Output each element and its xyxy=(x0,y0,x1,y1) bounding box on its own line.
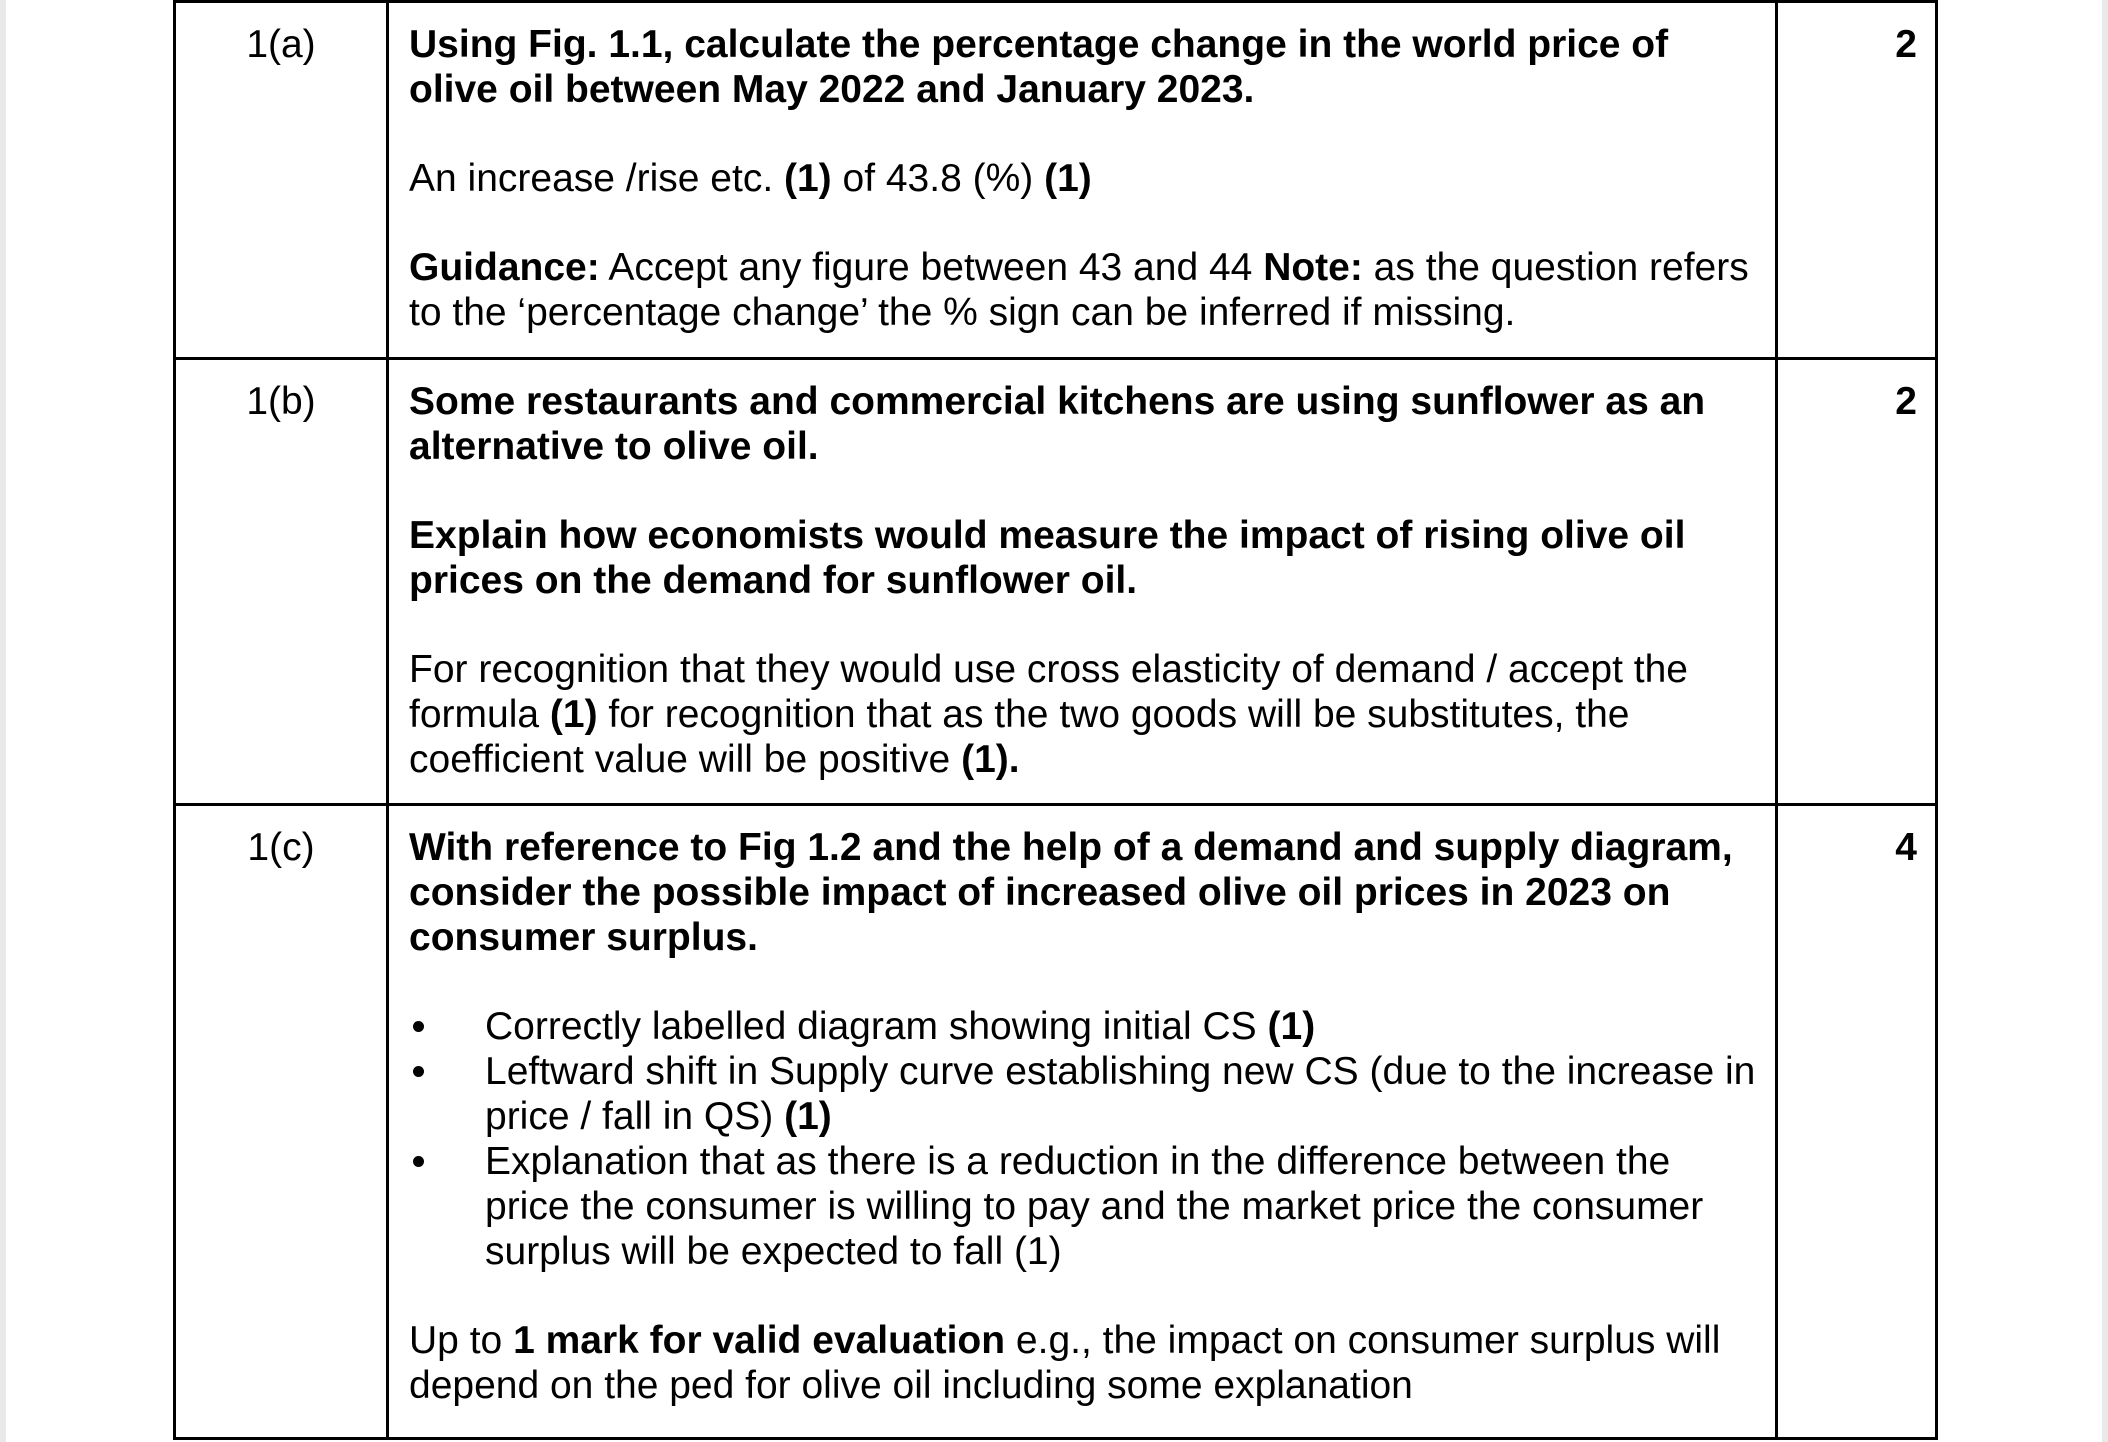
marks-value: 2 xyxy=(1777,2,1937,359)
question-number: 1(c) xyxy=(175,805,388,1439)
mark-scheme-table xyxy=(173,0,1938,1440)
guidance-text: Guidance: Accept any figure between 43 and 44 Note: as the question refers to the ‘percentage change’ the % sign can be inferred if missing. xyxy=(409,246,1749,334)
answer-text: An increase /rise etc. (1) of 43.8 (%) (1) xyxy=(409,157,1092,200)
question-text: Explain how economists would measure the impact of rising olive oil prices on the demand for sunflower oil. xyxy=(409,514,1686,602)
marks-value: 2 xyxy=(1777,359,1937,805)
answer-bullet-list xyxy=(409,1004,1757,1274)
question-content xyxy=(388,805,1777,1439)
answer-text: For recognition that they would use cross elasticity of demand / accept the formula (1) for recognition that as the two goods will be substitutes, the coefficient value will be positive (1). xyxy=(409,648,1689,781)
table-row xyxy=(175,805,1937,1439)
list-item: Explanation that as there is a reduction in the difference between the price the consumer is willing to pay and the market price the consumer surplus will be expected to fall (1) xyxy=(409,1139,1757,1274)
question-number: 1(a) xyxy=(175,2,388,359)
question-text: Using Fig. 1.1, calculate the percentage change in the world price of olive oil between May 2022 and January 2023. xyxy=(409,23,1669,111)
list-item: Leftward shift in Supply curve establishing new CS (due to the increase in price / fall in QS) (1) xyxy=(409,1049,1757,1139)
table-row xyxy=(175,2,1937,359)
right-page-edge xyxy=(2102,0,2108,1442)
evaluation-text: Up to 1 mark for valid evaluation e.g., the impact on consumer surplus will depend on the ped for olive oil including some explanation xyxy=(409,1319,1721,1407)
bullet-icon xyxy=(413,1021,424,1032)
question-number: 1(b) xyxy=(175,359,388,805)
bullet-icon xyxy=(413,1156,424,1167)
question-text: With reference to Fig 1.2 and the help of a demand and supply diagram, consider the possible impact of increased olive oil prices in 2023 on consumer surplus. xyxy=(409,826,1733,959)
left-page-edge xyxy=(0,0,6,1442)
table-row xyxy=(175,359,1937,805)
question-text: Some restaurants and commercial kitchens are using sunflower as an alternative to olive oil. xyxy=(409,380,1706,468)
question-content xyxy=(388,359,1777,805)
bullet-icon xyxy=(413,1066,424,1077)
list-item: Correctly labelled diagram showing initial CS (1) xyxy=(409,1004,1757,1049)
question-content xyxy=(388,2,1777,359)
marks-value: 4 xyxy=(1777,805,1937,1439)
